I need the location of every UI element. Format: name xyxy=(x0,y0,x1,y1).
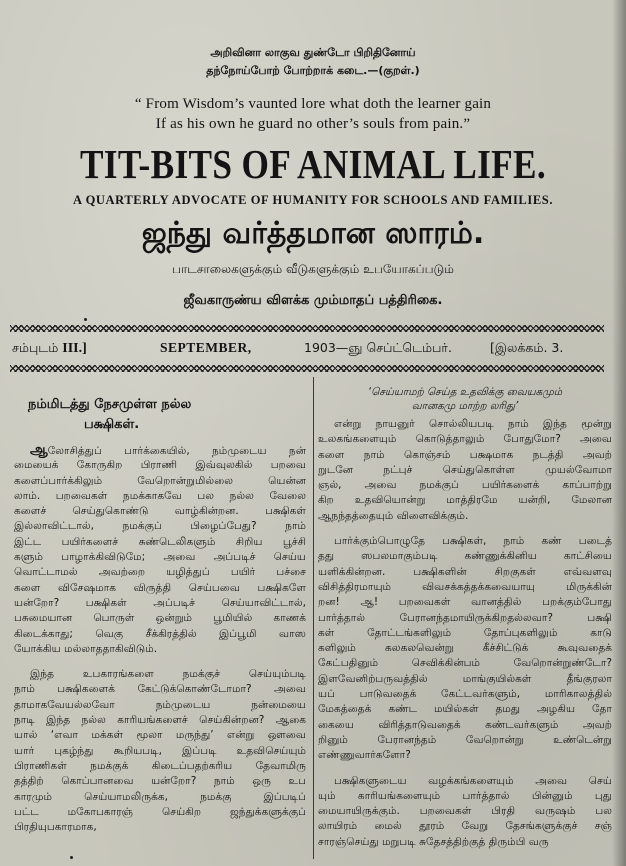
text-line: தாமாகவேயல்லவோ நம்முடைய நன்மையை xyxy=(14,698,306,711)
column-divider xyxy=(313,377,314,859)
text-line: களை விசேஷமாக விருத்தி செய்பவை பக்ஷிகளே xyxy=(14,581,306,594)
text-line: பசுமையான பொருள் ஒன்றும் பூமியில் காணக் xyxy=(14,612,306,625)
article-heading-line-2: பக்ஷிகள். xyxy=(84,417,140,432)
text-line: மேகத்தைக் கண்ட மயில்கள் தமது அழகிய தோ xyxy=(318,703,612,716)
text-line: நாம் பக்ஷிகளைக் கேட்டுக்கொண்டோமா? அவை xyxy=(14,683,306,696)
text-line: களைப்பார்க்கிலும் வேறொன்றுமில்லை யென்ன xyxy=(14,474,306,487)
text-line: யார் புகழ்ந்து கூறியபடி, இப்படி உதவிசெய்யும் xyxy=(14,744,306,757)
text-line: சாரஞ்செய்து மறுபடி சுதேசத்திற்குத் திரும்பி வரு xyxy=(318,835,549,848)
masthead-subtitle: A QUARTERLY ADVOCATE OF HUMANITY FOR SCHOOLS AND FAMILIES. xyxy=(72,193,554,207)
text-line: விசித்திரமாயும் விவசக்கத்தக்கவையாயு மிருக்கின் xyxy=(318,580,612,593)
text-line: யால் ‘எவா மக்கள் மூலா மருந்து’ என்று ஔவை xyxy=(14,729,306,742)
text-line: களை நாம் கொஞ்சம் பக்ஷமாக நடத்தி அவற் xyxy=(318,448,612,461)
text-line: யன்றோ? பக்ஷிகள் அப்படிச் செய்யாவிட்டால், xyxy=(14,596,306,609)
right-paragraph-3 xyxy=(318,774,612,850)
text-line: றினும் பேரானந்தம் வேறொன்று உண்டென்று xyxy=(318,733,612,746)
text-line: லாம். பறவைகள் நமக்காகவே பல நல்ல வேலை xyxy=(14,489,306,502)
text-line: தத்திற் கொப்பானவை யன்றோ? நாம் ஒரு உப xyxy=(14,775,306,788)
text-line: யும் காரியங்களையும் பார்த்தால் பின்னும் புது xyxy=(318,789,612,802)
text-line: பிரதியுபகாரமாக, xyxy=(14,821,97,834)
text-line: தது ஸபலமாகும்படி கண்ணுக்கினிய காட்சியை xyxy=(318,550,612,563)
english-epigraph-line-2: If as his own he guard no other’s souls from pain.” xyxy=(155,116,471,132)
masthead-title: TIT-BITS OF ANIMAL LIFE. xyxy=(79,141,547,187)
ink-speck xyxy=(84,318,87,321)
text-line: பார்க்கும்பொழுதே பக்ஷிகள், நாம் கண் படைத் xyxy=(334,535,612,548)
text-line: வொட்டாமல் அவற்றை யழித்துப் பயிர் பச்சை xyxy=(14,566,306,579)
text-line: பிராணிகள் நமக்குக் கிடைப்பதற்கரிய தேவாமிரு xyxy=(14,759,306,772)
text-line: காரமும் செய்யாமலிருக்க, நமக்கு இப்படிப் xyxy=(14,790,306,803)
text-line: கேட்பதினும் செவிக்கின்பம் வேறொன்றுண்டோ? xyxy=(318,657,612,670)
left-column xyxy=(14,395,306,835)
text-line: கிடைக்காது; வெகு சீக்கிரத்தில் இப்பூமி வாஸ xyxy=(14,627,306,640)
top-ornamental-rule xyxy=(10,325,604,332)
right-paragraph-1 xyxy=(318,417,612,524)
left-paragraph-1 xyxy=(14,443,306,657)
right-column xyxy=(318,385,612,850)
text-line: மையைக் கோருகிற பிராணி இவ்வுலகில் பறவை xyxy=(14,459,306,472)
text-line: ஆநந்தத்தையும் விளைவிக்கும். xyxy=(318,509,469,522)
masthead-tamil-title: ஜந்து வர்த்தமான ஸாரம். xyxy=(141,216,485,251)
right-paragraph-2 xyxy=(318,534,612,763)
ink-speck xyxy=(70,856,73,859)
issue-month: SEPTEMBER, xyxy=(160,340,252,355)
text-line: உலகங்களையும் கொடுத்தாலும் போதுமோ? அவை xyxy=(318,433,612,446)
text-line: யப் பாடுவதைக் கேட்டவர்களும், மாரிகாலத்தில் xyxy=(318,688,612,701)
text-line: களைச் செய்துகொண்டு வாழ்கின்றன. பக்ஷிகள் xyxy=(14,505,306,518)
text-line-content: லோசித்துப் பார்க்கையில், நம்முடைய நன் xyxy=(47,445,306,457)
text-line xyxy=(14,443,306,458)
text-line: கள் தோட்டங்களிலும் தோப்புகளிலும் காடு xyxy=(318,626,612,639)
english-epigraph-line-1: “ From Wisdom’s vaunted lore what doth the learner gain xyxy=(134,96,492,112)
text-line: யோக்கிய மல்லாததாகிவிடும். xyxy=(14,642,158,655)
tamil-epigraph-line-1: அறிவினா லாகுவ துண்டோ பிறிதினோய் xyxy=(210,46,416,59)
text-line: பட்ட மகோபகாரஞ் செய்கிற ஜந்துக்களுக்குப் xyxy=(14,805,306,818)
drop-cap: ஆ xyxy=(30,443,48,458)
left-paragraph-2 xyxy=(14,667,306,835)
text-line: ஞல், அவை நமக்குப் பயிர்களைக் காப்பாற்று xyxy=(318,479,612,492)
text-line: இல்லாவிட்டால், நமக்குப் பிழைப்பேது? நாம் xyxy=(14,520,306,533)
text-line: றுடனே நட்புச் செய்துகொள்ள முயல்வோமா xyxy=(318,463,612,476)
bottom-ornamental-rule xyxy=(10,365,604,372)
volume-label xyxy=(12,340,87,357)
text-line: பார்த்தால் பேரானந்தமாயிருக்கிறதல்லவா? பக்ஷி xyxy=(318,611,612,624)
masthead-tamil-subtitle-1: பாடசாலைகளுக்கும் வீடுகளுக்கும் உபயோகப்படும் xyxy=(172,262,454,276)
text-line: இந்த உபகாரங்களை நமக்குச் செய்யும்படி xyxy=(30,668,306,681)
text-line: இளவேனிற்பருவத்தில் மாங்குயில்கள் தீங்குரலா xyxy=(318,672,612,685)
right-epigraph-line-2: வானகமு மாற்ற லரிது’ xyxy=(411,400,519,412)
volume-number: III.] xyxy=(62,341,87,356)
text-line: இட்ட பயிர்களைச் சுண்டெலிகளும் சிறிய பூச்சி xyxy=(14,535,306,548)
text-line: கையை விரித்தாடுவதைக் கண்டவர்களும் அவற் xyxy=(318,718,612,731)
article-heading-line-1: நம்மிடத்து நேசமுள்ள நல்ல xyxy=(28,397,192,412)
issue-number: [இலக்கம். 3. xyxy=(490,340,564,355)
tamil-epigraph-line-2: தந்நோய்போற் போற்றாக் கடை.—(குறள்.) xyxy=(206,64,420,77)
text-line: மையாயிருக்கும். பறவைகள் பிரதி வருஷம் பல xyxy=(318,805,612,818)
text-line: கிற உதவியொன்று மாத்திரமே யன்றி, மேலான xyxy=(318,494,612,507)
text-line: நாடி இந்த நல்ல காரியங்களைச் செய்கின்றன? ஆகை xyxy=(14,714,306,727)
text-line: லாயிரம் மைல் தூரம் வேறு தேசங்களுக்குச் சஞ் xyxy=(318,820,612,833)
right-epigraph-line-1: ‘செய்யாமற் செய்த உதவிக்கு வையகமும் xyxy=(367,386,563,398)
issue-line xyxy=(12,340,608,362)
volume-prefix: சம்புடம் xyxy=(12,340,59,355)
text-line: களிலும் கலகலவென்று கீச்சிட்டுக் கூவுவதைக் xyxy=(318,642,612,655)
text-line: றன! ஆ! பறவைகள் வானத்தில் பறக்கும்போது xyxy=(318,596,612,609)
text-line: களும் பாழாக்கிவிடுமே; அவை அப்படிச் செய்ய xyxy=(14,551,306,564)
text-line: பக்ஷிகளுடைய வழக்கங்களையும் அவை செய் xyxy=(334,774,612,787)
issue-year-tamil-month: 1903—ஞு செப்ட்டெம்பர். xyxy=(304,340,452,355)
masthead-tamil-subtitle-2: ஜீவகாருண்ய விளக்க மும்மாதப் பத்திரிகை. xyxy=(183,293,443,308)
text-line: யளிக்கின்றன. பக்ஷிகளின் சிறகுகள் எவ்வளவு xyxy=(318,565,612,578)
text-line: எண்ணுவார்களோ? xyxy=(318,749,411,762)
text-line: என்று நாயனுர் சொல்லியபடி நாம் இந்த மூன்று xyxy=(334,418,612,430)
